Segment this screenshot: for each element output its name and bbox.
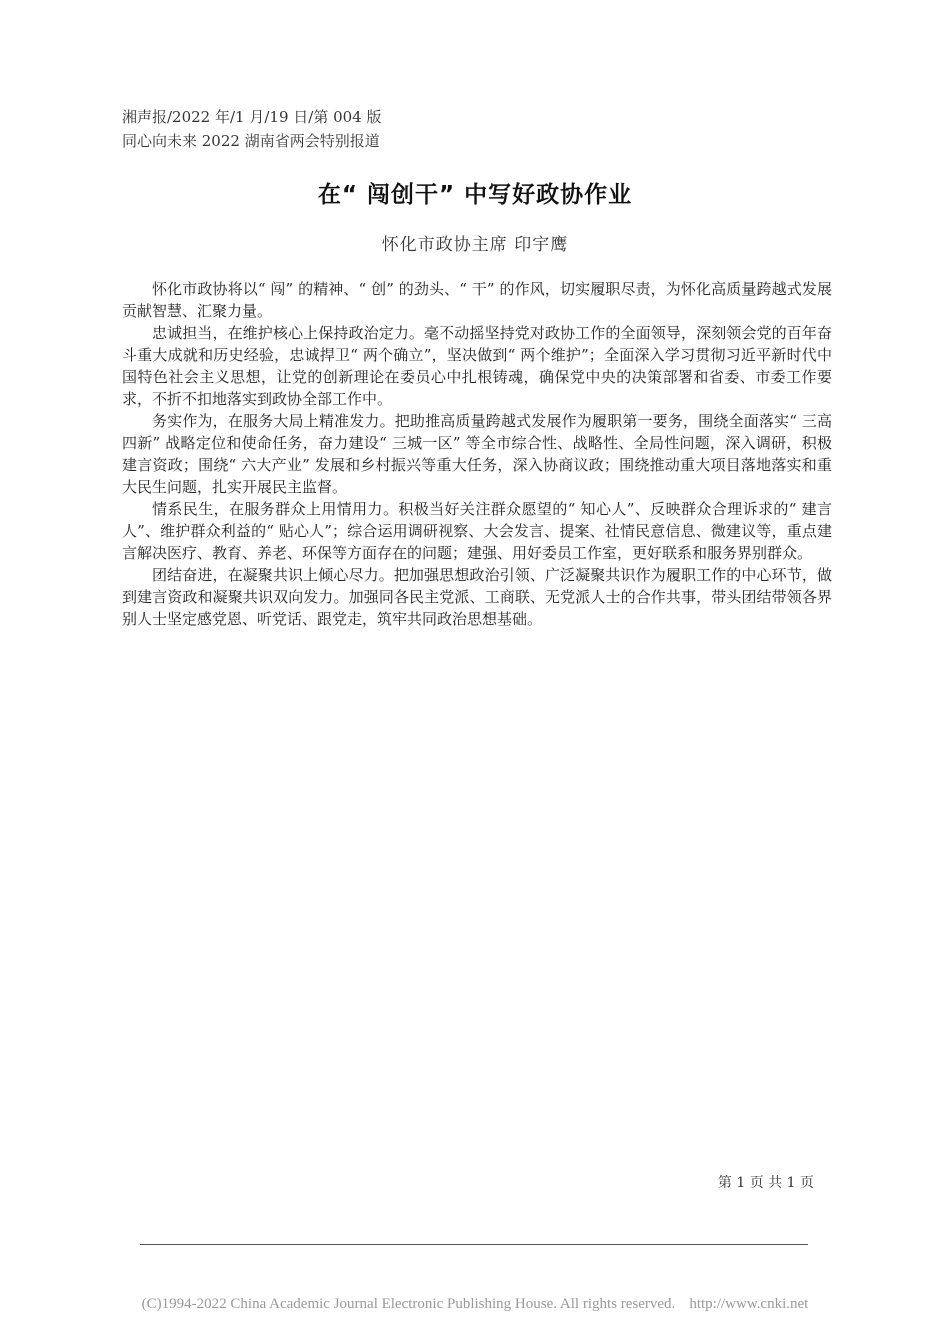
column-name: 同心向未来 2022 湖南省两会特别报道 [122, 132, 380, 150]
copyright-text: (C)1994-2022 China Academic Journal Electronic Publishing House. All rights reserved. [141, 1296, 676, 1312]
article-paragraph: 怀化市政协将以“ 闯” 的精神、“ 创” 的劲头、“ 干” 的作风，切实履职尽责，为怀化高质量跨越式发展贡献智慧、汇聚力量。 [122, 280, 832, 320]
cnki-url-link[interactable]: http://www.cnki.net [689, 1296, 809, 1312]
copyright-notice [0, 1296, 950, 1313]
article-author: 怀化市政协主席 印宇鹰 [381, 235, 569, 255]
article-paragraph: 务实作为，在服务大局上精准发力。把助推高质量跨越式发展作为履职第一要务，围绕全面落实“ 三高四新” 战略定位和使命任务，奋力建设“ 三城一区” 等全市综合性、战略性、全局性问题，深入调研，积极建言资政；围绕“ 六大产业” 发展和乡村振兴等重大任务，深入协商议政；围绕推动重大项目落地落实和重大民生问题，扎实开展民主监督。 [122, 412, 832, 496]
article-paragraph: 情系民生，在服务群众上用情用力。积极当好关注群众愿望的“ 知心人”、反映群众合理诉求的“ 建言人”、维护群众利益的“ 贴心人”；综合运用调研视察、大会发言、提案、社情民意信息、微建议等，重点建言解决医疗、教育、养老、环保等方面存在的问题；建强、用好委员工作室，更好联系和服务界别群众。 [122, 500, 832, 562]
article-paragraph: 忠诚担当，在维护核心上保持政治定力。毫不动摇坚持党对政协工作的全面领导，深刻领会党的百年奋斗重大成就和历史经验，忠诚捍卫“ 两个确立”，坚决做到“ 两个维护”；全面深入学习贯彻习近平新时代中国特色社会主义思想，让党的创新理论在委员心中扎根铸魂，确保党中央的决策部署和省委、市委工作要求，不折不扣地落实到政协全部工作中。 [122, 324, 832, 408]
footer-divider [140, 1244, 808, 1245]
publication-source: 湘声报/2022 年/1 月/19 日/第 004 版 [122, 108, 382, 126]
article-paragraph: 团结奋进，在凝聚共识上倾心尽力。把加强思想政治引领、广泛凝聚共识作为履职工作的中心环节，做到建言资政和凝聚共识双向发力。加强同各民主党派、工商联、无党派人士的合作共事，带头团结带领各界别人士坚定感党恩、听党话、跟党走，筑牢共同政治思想基础。 [122, 566, 832, 628]
article-title: 在“ 闯创干” 中写好政协作业 [317, 182, 633, 208]
page-number: 第 1 页 共 1 页 [717, 1175, 814, 1191]
article-body [122, 278, 832, 630]
